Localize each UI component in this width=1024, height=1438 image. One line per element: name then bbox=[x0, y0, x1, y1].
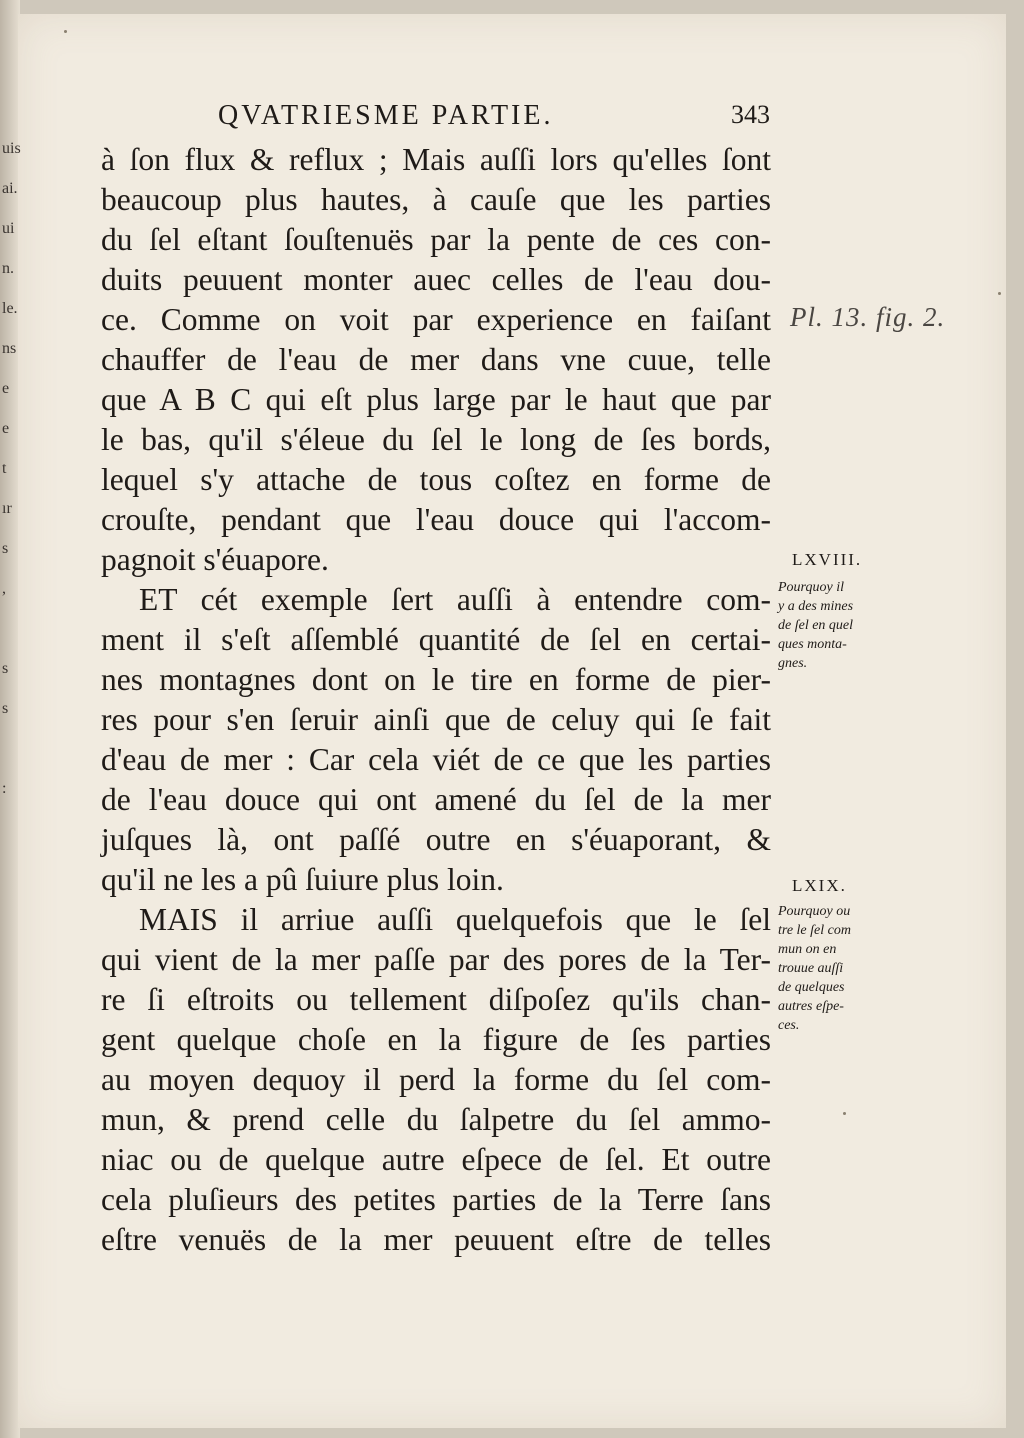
marginal-note-line: ces. bbox=[778, 1018, 800, 1033]
text-line: chauffer de l'eau de mer dans vne cuue, telle bbox=[101, 342, 771, 377]
text-line: crouſte, pendant que l'eau douce qui l'accom- bbox=[101, 502, 771, 537]
text-line: gent quelque choſe en la figure de ſes parties bbox=[101, 1022, 771, 1057]
running-head bbox=[218, 100, 778, 140]
previous-page-edge bbox=[0, 120, 21, 880]
paper-speck bbox=[998, 292, 1001, 295]
text-line: de l'eau douce qui ont amené du ſel de la mer bbox=[101, 782, 771, 817]
marginal-note bbox=[778, 578, 890, 673]
text-line: ment il s'eſt aſſemblé quantité de ſel en certai- bbox=[101, 622, 771, 657]
text-line: duits peuuent monter auec celles de l'eau dou- bbox=[101, 262, 771, 297]
section-number: LXVIII. bbox=[792, 550, 863, 569]
text-line: d'eau de mer : Car cela viét de ce que les parties bbox=[101, 742, 771, 777]
text-line: juſques là, ont paſſé outre en s'éuaporant, & bbox=[101, 822, 771, 857]
prev-fragment: s bbox=[2, 660, 9, 677]
marginal-note-line: gnes. bbox=[778, 656, 808, 671]
text-line: res pour s'en ſeruir ainſi que de celuy qui ſe fait bbox=[101, 702, 771, 737]
marginal-note-line: de quelques bbox=[778, 980, 845, 995]
text-line: beaucoup plus hautes, à cauſe que les parties bbox=[101, 182, 771, 217]
text-line: qui vient de la mer paſſe par des pores de la Ter- bbox=[101, 942, 771, 977]
prev-fragment: : bbox=[2, 780, 7, 797]
marginal-note-line: Pourquoy il bbox=[778, 580, 844, 595]
marginal-note-line: autres eſpe- bbox=[778, 999, 844, 1014]
prev-fragment: ai. bbox=[2, 180, 18, 197]
paragraph-start-line: ET cét exemple ſert auſſi à entendre com- bbox=[139, 582, 771, 617]
paper-speck bbox=[64, 30, 67, 33]
marginal-note-line: mun on en bbox=[778, 942, 837, 957]
text-line: au moyen dequoy il perd la forme du ſel com- bbox=[101, 1062, 771, 1097]
text-line: du ſel eſtant ſouſtenuës par la pente de ces con- bbox=[101, 222, 771, 257]
marginal-note-line: tre le ſel com bbox=[778, 923, 851, 938]
text-line: ce. Comme on voit par experience en faiſant bbox=[101, 302, 771, 337]
prev-fragment: e bbox=[2, 380, 10, 397]
body-text bbox=[101, 140, 771, 1260]
text-line: niac ou de quelque autre eſpece de ſel. Et outre bbox=[101, 1142, 771, 1177]
prev-fragment: , bbox=[2, 580, 6, 597]
text-line: mun, & prend celle du ſalpetre du ſel ammo- bbox=[101, 1102, 771, 1137]
marginal-note-line: de ſel en quel bbox=[778, 618, 854, 633]
prev-fragment: e bbox=[2, 420, 10, 437]
marginal-note-line: y a des mines bbox=[778, 599, 854, 614]
prev-fragment: t bbox=[2, 460, 7, 477]
prev-fragment: s bbox=[2, 540, 9, 557]
prev-fragment: n. bbox=[2, 260, 14, 277]
text-line: pagnoit s'éuapore. bbox=[101, 542, 329, 577]
text-line: eſtre venuës de la mer peuuent eſtre de telles bbox=[101, 1222, 771, 1257]
running-head-title: QVATRIESME PARTIE. bbox=[218, 100, 554, 131]
prev-fragment: uis bbox=[2, 140, 21, 157]
text-line: à ſon flux & reflux ; Mais auſſi lors qu'elles ſont bbox=[101, 142, 771, 177]
prev-fragment: ns bbox=[2, 340, 17, 357]
prev-fragment: ui bbox=[2, 220, 15, 237]
marginal-note-line: ques monta- bbox=[778, 637, 847, 652]
handwritten-plate-reference: Pl. 13. fig. 2. bbox=[790, 302, 946, 332]
marginal-note bbox=[778, 902, 890, 1035]
marginal-note-line: Pourquoy ou bbox=[778, 904, 851, 919]
prev-fragment: s bbox=[2, 700, 9, 717]
text-line: re ſi eſtroits ou tellement diſpoſez qu'ils chan- bbox=[101, 982, 771, 1017]
text-line: lequel s'y attache de tous coſtez en forme de bbox=[101, 462, 771, 497]
paper-speck bbox=[843, 1112, 846, 1115]
paragraph-start-line: MAIS il arriue auſſi quelquefois que le ſel bbox=[139, 902, 771, 937]
text-line: nes montagnes dont on le tire en forme de pier- bbox=[101, 662, 771, 697]
prev-fragment: le. bbox=[2, 300, 18, 317]
section-number: LXIX. bbox=[792, 876, 847, 895]
text-line: cela pluſieurs des petites parties de la Terre ſans bbox=[101, 1182, 771, 1217]
prev-fragment: ır bbox=[2, 500, 12, 517]
text-line: le bas, qu'il s'éleue du ſel le long de ſes bords, bbox=[101, 422, 771, 457]
text-line: que A B C qui eſt plus large par le haut que par bbox=[101, 382, 771, 417]
marginal-note-line: trouue auſſi bbox=[778, 961, 844, 976]
page-number: 343 bbox=[731, 100, 770, 129]
text-line: qu'il ne les a pû ſuiure plus loin. bbox=[101, 862, 504, 897]
